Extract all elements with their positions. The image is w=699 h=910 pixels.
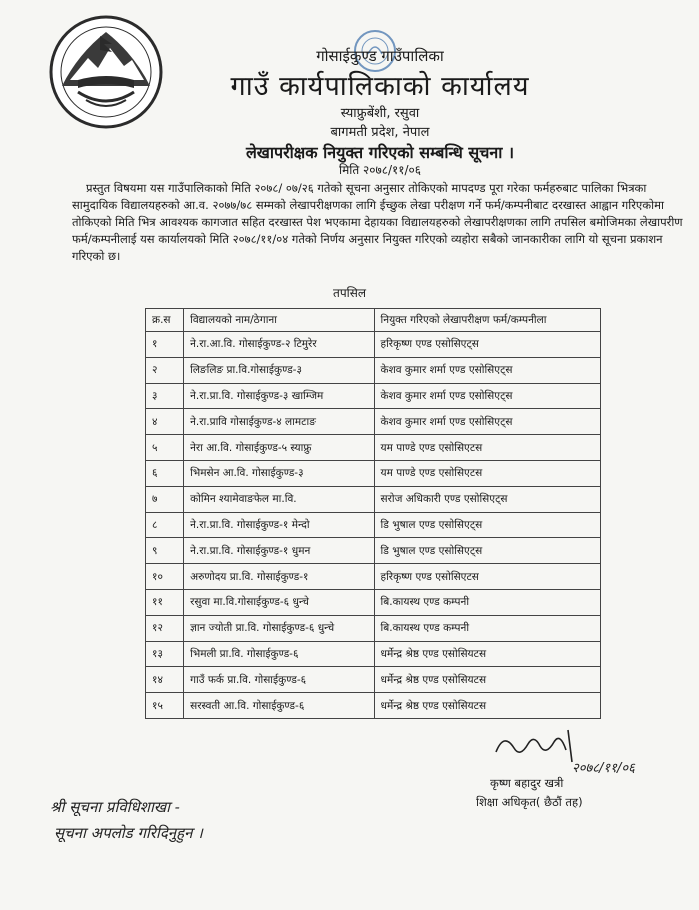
table-row (146, 486, 601, 512)
notice-date: मिति २०७८/११/०६ (338, 163, 422, 177)
cell-serial: १५ (146, 693, 184, 719)
signatory-post: शिक्षा अधिकृत( छैठौं तह) (476, 795, 583, 809)
table-row (146, 667, 601, 693)
cell-serial: १ (146, 332, 184, 358)
cell-serial: ३ (146, 383, 184, 409)
office-address: स्याफ्रुबेंशी, रसुवा (340, 106, 420, 121)
notice-title: लेखापरीक्षक नियुक्त गरिएको सम्बन्धि सूचना । (245, 143, 515, 162)
cell-firm: बि.कायस्थ एण्ड कम्पनी (374, 615, 600, 641)
table-caption: तपसिल (332, 286, 366, 300)
cell-school: ने.रा.प्रावि गोसाईकुण्ड-४ लामटाङ (184, 409, 374, 435)
cell-school: सरस्वती आ.वि. गोसाईकुण्ड-६ (184, 693, 374, 719)
cell-school: ने.रा.प्रा.वि. गोसाईकुण्ड-१ मेन्दो (184, 512, 374, 538)
cell-school: ने.रा.प्रा.वि. गोसाईकुण्ड-३ खाम्जिम (184, 383, 374, 409)
cell-serial: ४ (146, 409, 184, 435)
header-serial: क्र.स (146, 309, 184, 332)
cell-firm: केशव कुमार शर्मा एण्ड एसोसिएट्स (374, 409, 600, 435)
cell-firm: डि भुषाल एण्ड एसोसिएट्स (374, 538, 600, 564)
cell-firm: धर्मेन्द्र श्रेष्ठ एण्ड एसोसियटस (374, 641, 600, 667)
cell-school: अरुणोदय प्रा.वि. गोसाईकुण्ड-१ (184, 564, 374, 590)
cell-serial: ८ (146, 512, 184, 538)
cell-firm: डि भुषाल एण्ड एसोसिएट्स (374, 512, 600, 538)
table-row (146, 357, 601, 383)
table-row (146, 589, 601, 615)
handwritten-note-line2: सूचना अपलोड गरिदिनुहुन । (54, 824, 203, 842)
cell-firm: यम पाण्डे एण्ड एसोसिएटस (374, 460, 600, 486)
cell-school: रसुवा मा.वि.गोसाईकुण्ड-६ धुन्चे (184, 589, 374, 615)
cell-serial: ११ (146, 589, 184, 615)
header-firm: नियुक्त गरिएको लेखापरीक्षण फर्म/कम्पनीला (374, 309, 600, 332)
cell-firm: यम पाण्डे एण्ड एसोसिएटस (374, 435, 600, 461)
signature-scribble (496, 730, 572, 762)
cell-serial: ६ (146, 460, 184, 486)
cell-serial: १४ (146, 667, 184, 693)
cell-school: ज्ञान ज्योती प्रा.वि. गोसाईकुण्ड-६ धुन्चे (184, 615, 374, 641)
table-row (146, 332, 601, 358)
cell-school: लिङलिङ प्रा.वि.गोसाईकुण्ड-३ (184, 357, 374, 383)
table-row (146, 615, 601, 641)
table-row (146, 435, 601, 461)
cell-serial: २ (146, 357, 184, 383)
signatory-name: कृष्ण बहादुर खत्री (490, 776, 564, 790)
office-name: गाउँ कार्यपालिकाको कार्यालय (230, 71, 530, 102)
nepal-emblem-icon (48, 14, 164, 130)
cell-school: कोमिन श्यामेवाङफेल मा.वि. (184, 486, 374, 512)
handwritten-note (40, 790, 370, 850)
cell-firm: हरिकृष्ण एण्ड एसोसिएट्स (374, 332, 600, 358)
notice-paragraph: प्रस्तुत विषयमा यस गाउँपालिकाको मिति २०७८/ ०७/२६ गतेको सूचना अनुसार तोकिएको मापदण्ड पूरा गरेका फर्महरुबाट पालिका भित्रका सामुदायिक विद्यालयहरुको आ.व. २०७७/७८ सम्मको लेखापरीक्षणका लागि ईच्छुक लेखा परीक्षण गर्ने फर्म/कम्पनीबाट दरखास्त आह्वान गरिएकोमा तोकिएको मिति भित्र आवश्यक कागजात सहित दरखास्त पेश भएकामा देहायका विद्यालयहरुको लेखापरीक्षणका लागि तपसिल बमोजिमका लेखापरीण फर्म/कम्पनीलाई यस कार्यालयको मिति २०७८/११/०४ गतेको निर्णय अनुसार नियुक्त गरिएको व्यहोरा सबैको जानकारीका लागि यो सूचना प्रकाशन गरिएको छ। (72, 181, 683, 263)
handwritten-note-line1: श्री सूचना प्रविधिशाखा - (50, 798, 180, 816)
cell-serial: ९ (146, 538, 184, 564)
table-row (146, 512, 601, 538)
municipality-name: गोसाईकुण्ड गाउँपालिका (316, 47, 444, 65)
cell-firm: हरिकृष्ण एण्ड एसोसिएटस (374, 564, 600, 590)
cell-school: नेरा आ.वि. गोसाईकुण्ड-५ स्याफ्रु (184, 435, 374, 461)
cell-serial: १३ (146, 641, 184, 667)
table-row (146, 538, 601, 564)
cell-firm: धर्मेन्द्र श्रेष्ठ एण्ड एसोसियटस (374, 693, 600, 719)
table-header-row (146, 309, 601, 332)
cell-firm: बि.कायस्थ एण्ड कम्पनी (374, 589, 600, 615)
header-school: विद्यालयको नाम/ठेगाना (184, 309, 374, 332)
cell-school: गाउँ फर्क प्रा.वि. गोसाईकुण्ड-६ (184, 667, 374, 693)
cell-firm: सरोज अधिकारी एण्ड एसोसिएट्स (374, 486, 600, 512)
signature-date: २०७८/११/०६ (572, 761, 635, 776)
table-row (146, 693, 601, 719)
cell-firm: केशव कुमार शर्मा एण्ड एसोसिएट्स (374, 383, 600, 409)
cell-firm: धर्मेन्द्र श्रेष्ठ एण्ड एसोसियटस (374, 667, 600, 693)
cell-school: भिमली प्रा.वि. गोसाईकुण्ड-६ (184, 641, 374, 667)
table-row (146, 641, 601, 667)
cell-serial: ७ (146, 486, 184, 512)
cell-serial: १० (146, 564, 184, 590)
cell-school: ने.रा.आ.वि. गोसाईकुण्ड-२ टिमुरेर (184, 332, 374, 358)
table-row (146, 409, 601, 435)
cell-school: भिमसेन आ.वि. गोसाईकुण्ड-३ (184, 460, 374, 486)
table-row (146, 383, 601, 409)
table-row (146, 564, 601, 590)
cell-firm: केशव कुमार शर्मा एण्ड एसोसिएट्स (374, 357, 600, 383)
cell-school: ने.रा.प्रा.वि. गोसाईकुण्ड-१ धुमन (184, 538, 374, 564)
table-row (146, 460, 601, 486)
cell-serial: १२ (146, 615, 184, 641)
auditor-assignment-table (145, 308, 601, 719)
signature-block (480, 722, 699, 782)
cell-serial: ५ (146, 435, 184, 461)
office-province: बागमती प्रदेश, नेपाल (330, 125, 430, 140)
